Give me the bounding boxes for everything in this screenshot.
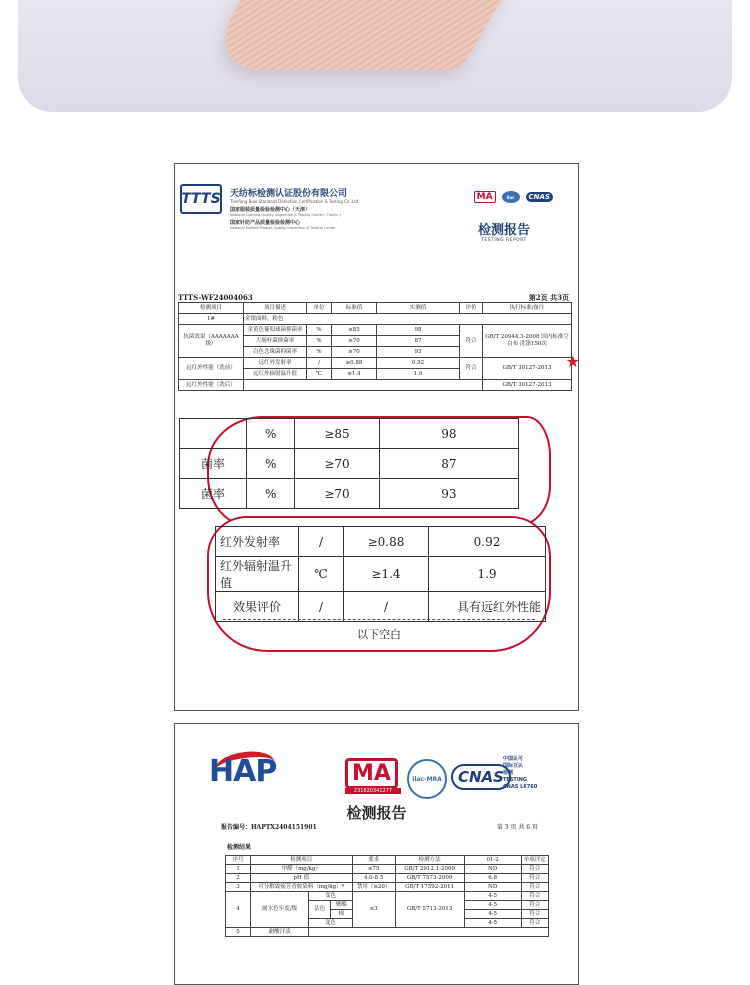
results-table: [178, 302, 572, 391]
cnas-line: 国际互认: [503, 763, 524, 769]
value-cell: 1.9: [377, 369, 460, 380]
cell: 符合: [521, 883, 548, 892]
unit-cell: %: [307, 347, 332, 358]
cnas-line: CNAS L6760: [503, 784, 538, 790]
std-cell: ≥1.4: [332, 369, 377, 380]
section-title: 检测结果: [227, 844, 252, 851]
org-name: 天纺标检测认证股份有限公司: [230, 189, 348, 199]
desc-cell: 效果评价: [216, 592, 299, 622]
divider: [223, 619, 535, 620]
value-cell: 93: [377, 347, 460, 358]
cell: ND: [464, 865, 521, 874]
ma-mark: MA: [474, 191, 496, 203]
table-row: [179, 358, 572, 369]
table-row: [179, 314, 572, 325]
report-page: 第 3 页 共 6 页: [496, 824, 538, 831]
cell: 甲醛（mg/kg）: [251, 865, 353, 874]
std-cell: ≥70: [295, 479, 379, 509]
cell: 4: [226, 892, 251, 928]
value-cell: 87: [379, 449, 518, 479]
value-cell: 0.92: [377, 358, 460, 369]
sample-desc: 金银面料，粉色: [244, 314, 572, 325]
header-cell: 执行标准/备注: [483, 303, 572, 314]
cell: 4-5: [464, 892, 521, 901]
cell: 4-5: [464, 901, 521, 910]
report-number: TTTS-WF24004063: [178, 293, 253, 302]
cell: 棉: [331, 910, 353, 919]
unit-cell: /: [299, 527, 344, 557]
unit-cell: %: [307, 325, 332, 336]
fabric-image: [200, 0, 535, 70]
std-cell: ≥0.88: [332, 358, 377, 369]
std-cell: ≥0.88: [344, 527, 429, 557]
item-cell: 远红外性能（洗后）: [179, 380, 244, 391]
std-cell: /: [344, 592, 429, 622]
std-cell: ≥70: [295, 449, 379, 479]
cnas-line: 中国认可: [503, 756, 524, 762]
eval-cell: 符合: [460, 358, 483, 380]
zoom-table: [179, 418, 519, 509]
cell: 符合: [521, 865, 548, 874]
cell: 符合: [521, 919, 548, 928]
product-banner: [18, 0, 732, 112]
item-cell: 远红外性能（洗前）: [179, 358, 244, 380]
unit-cell: /: [299, 592, 344, 622]
header-cell: 检测项目: [251, 856, 353, 865]
cell: ≤75: [352, 865, 395, 874]
table-row: [216, 527, 546, 557]
header-cell: 检测方法: [395, 856, 464, 865]
test-report-1: [174, 163, 579, 711]
unit-cell: ℃: [307, 369, 332, 380]
desc-cell: 远红外辐射温升值: [244, 369, 307, 380]
header-cell: 项目描述: [244, 303, 307, 314]
desc-cell: 金黄色葡萄球菌抑菌率: [244, 325, 307, 336]
table-row: [180, 449, 519, 479]
value-cell: 98: [377, 325, 460, 336]
cell: 变色: [309, 919, 352, 928]
header-cell: 单位: [307, 303, 332, 314]
header-cell: 单项评定: [521, 856, 548, 865]
blank-below-note: 以下空白: [357, 628, 401, 641]
ma-mark: MA: [345, 758, 398, 789]
cnas-line: TESTING: [503, 777, 527, 783]
remark-cell: GB/T 20944.3-2008 国内标准空白布 洗涤150次: [483, 325, 572, 358]
cell: 聚酯: [331, 901, 353, 910]
table-row: [216, 592, 546, 622]
report-title: [478, 219, 530, 243]
cnas-mark: CNAS: [451, 764, 511, 790]
cell: 4-5: [464, 910, 521, 919]
desc-cell: 白色念珠菌抑菌率: [244, 347, 307, 358]
table-row: [179, 325, 572, 336]
value-cell: 0.92: [429, 527, 546, 557]
zoom-table: [215, 526, 546, 622]
cell: 耐酸汗渍: [251, 928, 309, 937]
cell: 符合: [521, 874, 548, 883]
desc-cell: 红外辐射温升值: [216, 557, 299, 592]
cell: 5: [226, 928, 251, 937]
cell: 沾色: [309, 901, 331, 919]
table-row: [226, 928, 549, 937]
unit-cell: %: [307, 336, 332, 347]
table-header: [226, 856, 549, 865]
report-number: 报告编号：HAPTX2404151901: [221, 824, 317, 831]
desc-cell: 远红外发射率: [244, 358, 307, 369]
zoom-callout-far-infrared: [207, 516, 551, 652]
desc-cell: [180, 419, 247, 449]
header-cell: 实测值: [377, 303, 460, 314]
unit-cell: ℃: [299, 557, 344, 592]
test-report-2: [174, 723, 579, 985]
cell: GB/T 5713-2013: [395, 892, 464, 928]
cell: GB/T 7573-2009: [395, 874, 464, 883]
cnas-text: [503, 756, 537, 791]
value-cell: 98: [379, 419, 518, 449]
unit-cell: %: [247, 419, 295, 449]
cell: 符合: [521, 892, 548, 901]
table-row: [226, 874, 549, 883]
ilac-mark: ilac: [502, 191, 520, 203]
cell: 符合: [521, 901, 548, 910]
eval-cell: 符合: [460, 325, 483, 358]
org-sub1: 国家服装质量检验检测中心（天津）: [230, 207, 311, 213]
remark-cell: GB/T 30127-2013: [483, 380, 572, 391]
item-cell: 抗菌效果（AAAAAAA级）: [179, 325, 244, 358]
value-cell: 87: [377, 336, 460, 347]
cell: pH 值: [251, 874, 353, 883]
zoom-callout-antibacterial: [201, 416, 551, 526]
cell: 2: [226, 874, 251, 883]
cnas-line: 检测: [503, 770, 514, 776]
value-cell: 93: [379, 479, 518, 509]
table-header: [179, 303, 572, 314]
red-star-icon: ★: [565, 352, 580, 371]
cell: 1: [226, 865, 251, 874]
cell: 4-5: [464, 919, 521, 928]
value-cell: 1.9: [429, 557, 546, 592]
cell: 3: [226, 883, 251, 892]
org-sub2-en: National Knitted Product Quality Inspection & Testing Center: [230, 226, 336, 230]
unit-cell: /: [307, 358, 332, 369]
ilac-mra-mark: ilac-MRA: [407, 759, 447, 799]
table-row: [226, 892, 549, 901]
cell: 耐水色牢度/级: [251, 892, 309, 928]
results-table: [225, 855, 549, 937]
cell: ND: [464, 883, 521, 892]
report-page: 第2页 共3页: [528, 293, 569, 302]
cell: ≥3: [352, 892, 395, 928]
remark-cell: GB/T 30127-2013: [483, 358, 572, 380]
std-cell: ≥70: [332, 347, 377, 358]
header-cell: 要求: [352, 856, 395, 865]
std-cell: ≥85: [332, 325, 377, 336]
cert-marks: [474, 191, 553, 203]
table-row: [226, 883, 549, 892]
std-cell: ≥70: [332, 336, 377, 347]
unit-cell: %: [247, 449, 295, 479]
header-cell: 01-2: [464, 856, 521, 865]
header-cell: 标准值: [332, 303, 377, 314]
report-title: 检测报告: [346, 804, 407, 822]
desc-cell: 菌率: [180, 479, 247, 509]
value-cell: 具有远红外性能: [429, 592, 546, 622]
header-cell: 序号: [226, 856, 251, 865]
report-title-en: TESTING REPORT: [481, 238, 527, 243]
table-row: [226, 865, 549, 874]
org-name-en: Tianfang Biao Standard Detection Certification & Testing Co.,Ltd.: [230, 199, 360, 204]
cell: 可分解致癌芳香胺染料（mg/kg）*: [251, 883, 353, 892]
org-sub1-en: National Clothing Quality Inspection & Testing Center ( Tianjin ): [230, 213, 341, 217]
desc-cell: 红外发射率: [216, 527, 299, 557]
header-cell: 检测项目: [179, 303, 244, 314]
sample-no: 1#: [179, 314, 244, 325]
hap-logo: HAP: [209, 754, 277, 789]
cell: 禁用（≤20）: [352, 883, 395, 892]
cell: 6.8: [464, 874, 521, 883]
cell: GB/T 17592-2011: [395, 883, 464, 892]
table-row: [179, 380, 572, 391]
org-sub2: 国家针纺产品质量检验检测中心: [230, 220, 301, 226]
cell: GB/T 2912.1-2009: [395, 865, 464, 874]
cell: 4.0-8.5: [352, 874, 395, 883]
cell: 变色: [309, 892, 352, 901]
header-cell: 评价: [460, 303, 483, 314]
std-cell: ≥85: [295, 419, 379, 449]
desc-cell: 菌率: [180, 449, 247, 479]
ma-number: 231820341277: [345, 788, 401, 794]
cell: 符合: [521, 910, 548, 919]
unit-cell: %: [247, 479, 295, 509]
cnas-mark: CNAS: [526, 192, 553, 202]
table-row: [180, 419, 519, 449]
table-row: [216, 557, 546, 592]
desc-cell: 大肠杆菌抑菌率: [244, 336, 307, 347]
report-header: [180, 184, 360, 230]
std-cell: ≥1.4: [344, 557, 429, 592]
report-title-zh: 检测报告: [477, 223, 530, 238]
ttts-logo: TTTS: [180, 184, 222, 214]
table-row: [180, 479, 519, 509]
